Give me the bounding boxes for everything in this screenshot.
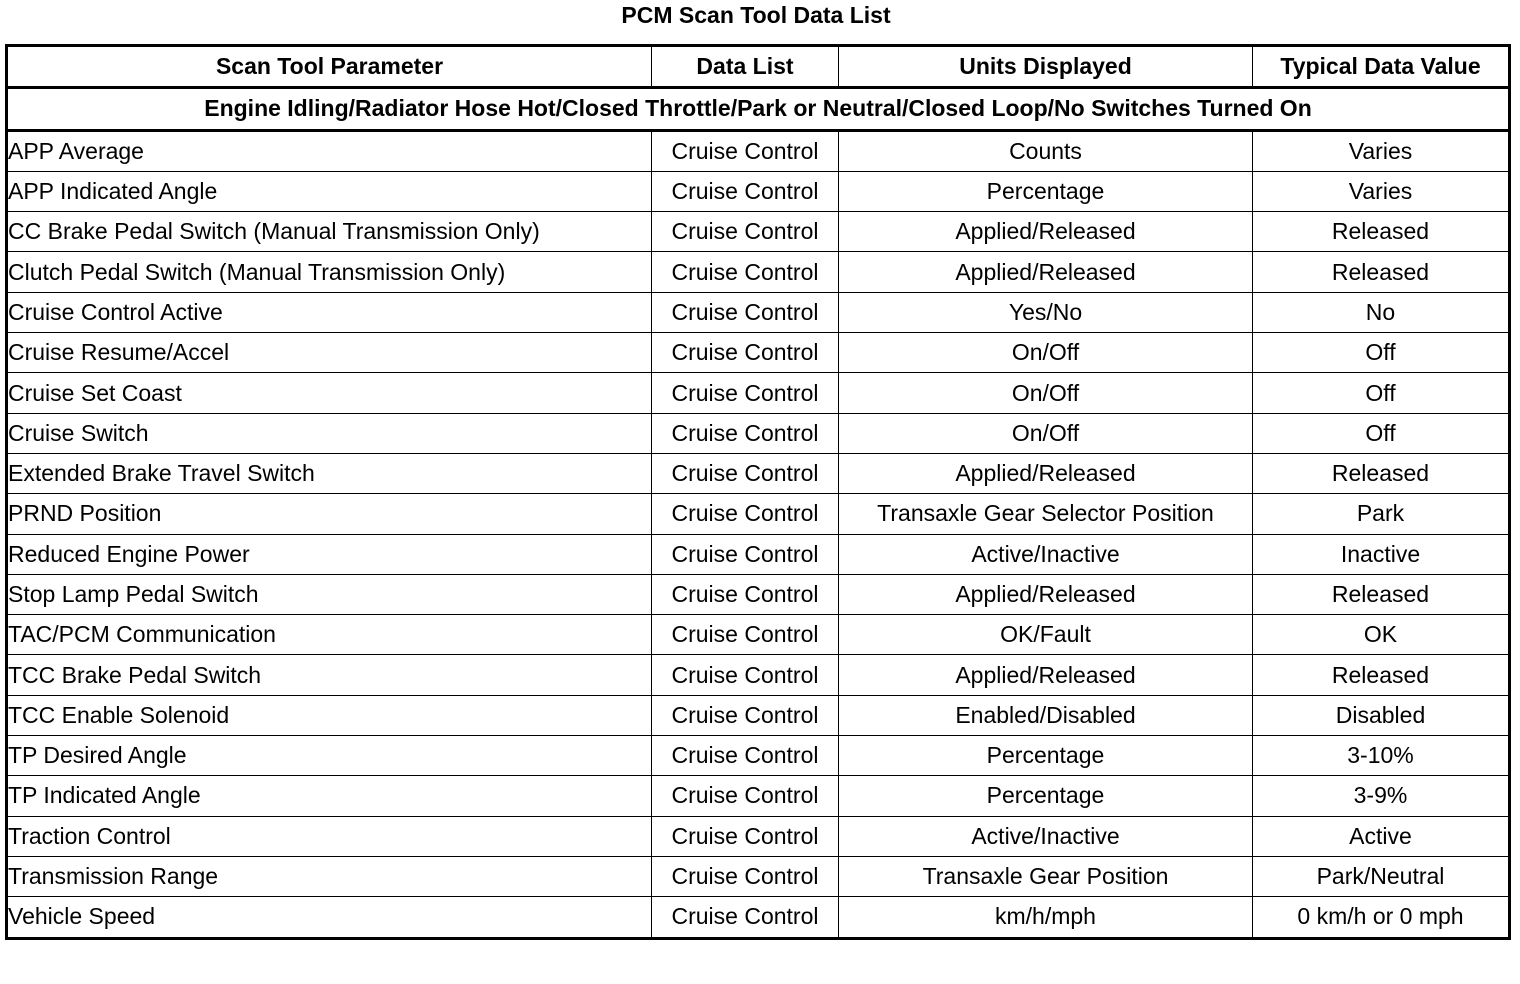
table-row xyxy=(7,453,1510,493)
cell-typical-value: Released xyxy=(1253,212,1510,252)
column-header-typical-value: Typical Data Value xyxy=(1253,46,1510,88)
cell-data-list: Cruise Control xyxy=(652,856,839,896)
cell-data-list: Cruise Control xyxy=(652,897,839,938)
cell-units: Applied/Released xyxy=(839,252,1253,292)
cell-data-list: Cruise Control xyxy=(652,776,839,816)
cell-data-list: Cruise Control xyxy=(652,413,839,453)
cell-typical-value: Released xyxy=(1253,252,1510,292)
cell-units: Applied/Released xyxy=(839,574,1253,614)
cell-data-list: Cruise Control xyxy=(652,212,839,252)
cell-units: On/Off xyxy=(839,373,1253,413)
cell-units: On/Off xyxy=(839,333,1253,373)
cell-typical-value: Park/Neutral xyxy=(1253,856,1510,896)
cell-typical-value: Released xyxy=(1253,453,1510,493)
table-row xyxy=(7,212,1510,252)
cell-data-list: Cruise Control xyxy=(652,333,839,373)
cell-typical-value: Varies xyxy=(1253,130,1510,171)
column-header-data-list: Data List xyxy=(652,46,839,88)
cell-data-list: Cruise Control xyxy=(652,615,839,655)
cell-parameter: TCC Enable Solenoid xyxy=(7,695,652,735)
cell-units: Counts xyxy=(839,130,1253,171)
table-row xyxy=(7,413,1510,453)
cell-units: Applied/Released xyxy=(839,212,1253,252)
cell-data-list: Cruise Control xyxy=(652,816,839,856)
cell-typical-value: Inactive xyxy=(1253,534,1510,574)
table-row xyxy=(7,494,1510,534)
cell-parameter: Extended Brake Travel Switch xyxy=(7,453,652,493)
cell-data-list: Cruise Control xyxy=(652,292,839,332)
table-row xyxy=(7,252,1510,292)
cell-typical-value: Varies xyxy=(1253,171,1510,211)
cell-units: Percentage xyxy=(839,736,1253,776)
column-header-parameter: Scan Tool Parameter xyxy=(7,46,652,88)
table-row xyxy=(7,695,1510,735)
cell-units: On/Off xyxy=(839,413,1253,453)
cell-units: Enabled/Disabled xyxy=(839,695,1253,735)
cell-units: Active/Inactive xyxy=(839,534,1253,574)
cell-parameter: Traction Control xyxy=(7,816,652,856)
cell-typical-value: 3-9% xyxy=(1253,776,1510,816)
cell-data-list: Cruise Control xyxy=(652,453,839,493)
cell-data-list: Cruise Control xyxy=(652,695,839,735)
cell-parameter: TAC/PCM Communication xyxy=(7,615,652,655)
cell-data-list: Cruise Control xyxy=(652,373,839,413)
column-header-units: Units Displayed xyxy=(839,46,1253,88)
cell-units: Transaxle Gear Selector Position xyxy=(839,494,1253,534)
cell-parameter: PRND Position xyxy=(7,494,652,534)
cell-typical-value: No xyxy=(1253,292,1510,332)
cell-data-list: Cruise Control xyxy=(652,171,839,211)
table-header-row xyxy=(7,46,1510,88)
cell-parameter: TP Indicated Angle xyxy=(7,776,652,816)
cell-data-list: Cruise Control xyxy=(652,534,839,574)
cell-typical-value: Released xyxy=(1253,574,1510,614)
table-row xyxy=(7,130,1510,171)
table-row xyxy=(7,776,1510,816)
cell-units: Applied/Released xyxy=(839,453,1253,493)
table-row xyxy=(7,534,1510,574)
table-row xyxy=(7,736,1510,776)
cell-parameter: Cruise Control Active xyxy=(7,292,652,332)
cell-parameter: TCC Brake Pedal Switch xyxy=(7,655,652,695)
cell-units: km/h/mph xyxy=(839,897,1253,938)
cell-units: OK/Fault xyxy=(839,615,1253,655)
cell-parameter: TP Desired Angle xyxy=(7,736,652,776)
cell-typical-value: Disabled xyxy=(1253,695,1510,735)
table-body xyxy=(7,130,1510,938)
table-row xyxy=(7,574,1510,614)
cell-units: Yes/No xyxy=(839,292,1253,332)
cell-typical-value: Off xyxy=(1253,373,1510,413)
cell-typical-value: Park xyxy=(1253,494,1510,534)
cell-parameter: APP Indicated Angle xyxy=(7,171,652,211)
cell-typical-value: Off xyxy=(1253,333,1510,373)
cell-data-list: Cruise Control xyxy=(652,494,839,534)
cell-parameter: Clutch Pedal Switch (Manual Transmission Only) xyxy=(7,252,652,292)
cell-parameter: Reduced Engine Power xyxy=(7,534,652,574)
cell-parameter: Vehicle Speed xyxy=(7,897,652,938)
cell-typical-value: Active xyxy=(1253,816,1510,856)
cell-parameter: Stop Lamp Pedal Switch xyxy=(7,574,652,614)
table-row xyxy=(7,171,1510,211)
table-row xyxy=(7,373,1510,413)
page-title: PCM Scan Tool Data List xyxy=(621,2,891,28)
table-row xyxy=(7,655,1510,695)
cell-units: Applied/Released xyxy=(839,655,1253,695)
cell-typical-value: Released xyxy=(1253,655,1510,695)
cell-data-list: Cruise Control xyxy=(652,574,839,614)
cell-units: Active/Inactive xyxy=(839,816,1253,856)
table-row xyxy=(7,615,1510,655)
table-row xyxy=(7,333,1510,373)
cell-typical-value: 3-10% xyxy=(1253,736,1510,776)
table-row xyxy=(7,897,1510,938)
cell-data-list: Cruise Control xyxy=(652,130,839,171)
cell-typical-value: Off xyxy=(1253,413,1510,453)
table-row xyxy=(7,856,1510,896)
cell-parameter: Transmission Range xyxy=(7,856,652,896)
cell-units: Percentage xyxy=(839,776,1253,816)
cell-units: Transaxle Gear Position xyxy=(839,856,1253,896)
cell-parameter: Cruise Switch xyxy=(7,413,652,453)
cell-typical-value: 0 km/h or 0 mph xyxy=(1253,897,1510,938)
cell-parameter: CC Brake Pedal Switch (Manual Transmission Only) xyxy=(7,212,652,252)
cell-parameter: Cruise Set Coast xyxy=(7,373,652,413)
condition-row xyxy=(7,88,1510,130)
cell-data-list: Cruise Control xyxy=(652,252,839,292)
cell-units: Percentage xyxy=(839,171,1253,211)
table-row xyxy=(7,292,1510,332)
operating-condition: Engine Idling/Radiator Hose Hot/Closed Throttle/Park or Neutral/Closed Loop/No Switches Turned On xyxy=(7,88,1510,130)
cell-parameter: APP Average xyxy=(7,130,652,171)
scan-tool-data-table xyxy=(5,44,1511,940)
cell-typical-value: OK xyxy=(1253,615,1510,655)
cell-data-list: Cruise Control xyxy=(652,655,839,695)
table-row xyxy=(7,816,1510,856)
cell-data-list: Cruise Control xyxy=(652,736,839,776)
cell-parameter: Cruise Resume/Accel xyxy=(7,333,652,373)
